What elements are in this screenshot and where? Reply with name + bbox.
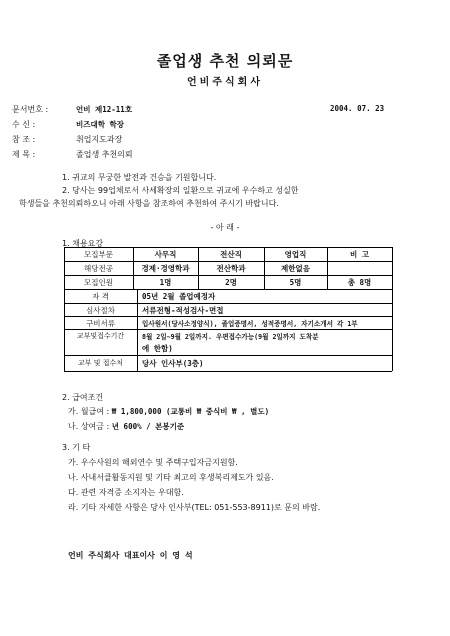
detail-value-office: 당사 인사부(3층) (142, 359, 204, 368)
reference-row (12, 134, 122, 145)
bonus-row (68, 421, 184, 432)
major-sales: 제한없음 (281, 264, 310, 273)
doc-number-value: 언비 제12-11호 (76, 105, 133, 114)
count-it: 2명 (225, 278, 237, 287)
col-header-office: 사무직 (154, 250, 177, 259)
count-total: 총 8명 (347, 278, 372, 287)
etc-item-1: 가. 우수사원의 해외연수 및 주택구입자금지원함. (68, 458, 238, 467)
subject-row (12, 149, 133, 160)
recipient-row (12, 119, 124, 130)
section1-heading: 1. 채용요강 (62, 239, 104, 248)
bonus-label: 나. 상여금 : (68, 422, 110, 431)
detail-value-documents: 입사원서(당사소정양식), 졸업증명서, 성적증명서, 자기소개서 각 1부 (142, 320, 358, 328)
count-office: 1명 (159, 278, 172, 287)
below-marker: - 아 래 - (210, 223, 240, 232)
detail-label-process: 심사절차 (86, 306, 115, 315)
section3-heading: 3. 기 타 (62, 443, 91, 452)
col-header-sales: 영업직 (284, 250, 307, 259)
document-title: 졸업생 추천 의뢰문 (156, 52, 294, 70)
etc-item-3: 다. 관련 자격증 소지자는 우대함. (68, 488, 184, 497)
paragraph-2b: 학생들을 추천의뢰하오니 아래 사항을 참조하여 추천하여 주시기 바랍니다. (19, 199, 279, 208)
company-name: 언비주식회사 (187, 77, 263, 88)
paragraph-2a: 2. 당사는 99업체로서 사세확장의 일환으로 귀교에 우수하고 성실한 (62, 186, 299, 195)
signature-line: 언비 주식회사 대표이사 이 영 석 (68, 551, 193, 560)
doc-date: 2004. 07. 23 (330, 104, 385, 113)
detail-label-period: 교부및접수기간 (76, 332, 125, 340)
col-header-it: 전산직 (220, 250, 242, 259)
salary-value: ₩ 1,800,000 (교통비 ₩ 중식비 ₩ , 별도) (111, 407, 270, 416)
bonus-value: 년 600% / 본봉기준 (111, 422, 185, 431)
row-label-major: 해당전공 (84, 264, 113, 273)
col-header-category: 모집부문 (84, 250, 113, 259)
doc-number-label: 문서번호 : (12, 105, 49, 114)
reference-value: 취업지도과장 (76, 135, 123, 144)
detail-value-period-cont: 에 한함) (142, 344, 173, 353)
reference-label: 참 조 : (12, 135, 36, 144)
detail-label-office: 교부 및 접수처 (77, 359, 124, 367)
paragraph-1: 1. 귀교의 무궁한 발전과 건승을 기원합니다. (62, 173, 217, 182)
etc-item-4: 라. 기타 자세한 사항은 당사 인사부(TEL: 051-553-8911)로 문의 바람. (68, 503, 321, 512)
row-label-count: 모집인원 (84, 278, 113, 287)
subject-label: 제 목 : (12, 150, 36, 159)
recipient-label: 수 신 : (12, 120, 36, 129)
count-sales: 5명 (289, 278, 302, 287)
etc-item-2: 나. 사내서클활동지원 및 기타 최고의 후생복리제도가 있음. (68, 473, 274, 482)
subject-value: 졸업생 추천의뢰 (76, 150, 133, 159)
detail-value-process: 서류전형-적성검사-면접 (142, 306, 224, 315)
detail-label-qualification: 자 격 (92, 292, 109, 301)
recipient-value: 비즈대학 학장 (76, 120, 124, 129)
major-it: 전산학과 (216, 264, 246, 273)
detail-value-period: 8월 2일~9월 2일까지. 우편접수가능(9월 2일까지 도착분 (142, 333, 319, 341)
detail-value-qualification: 05년 2월 졸업예정자 (142, 292, 216, 301)
col-header-note: 비 고 (349, 250, 369, 259)
salary-row (68, 406, 269, 417)
doc-number-row (12, 104, 132, 115)
salary-label: 가. 월급여 : (68, 407, 110, 416)
detail-label-documents: 구비서류 (86, 319, 115, 328)
major-office: 경제·경영학과 (141, 264, 190, 273)
section2-heading: 2. 급여조건 (62, 393, 104, 402)
